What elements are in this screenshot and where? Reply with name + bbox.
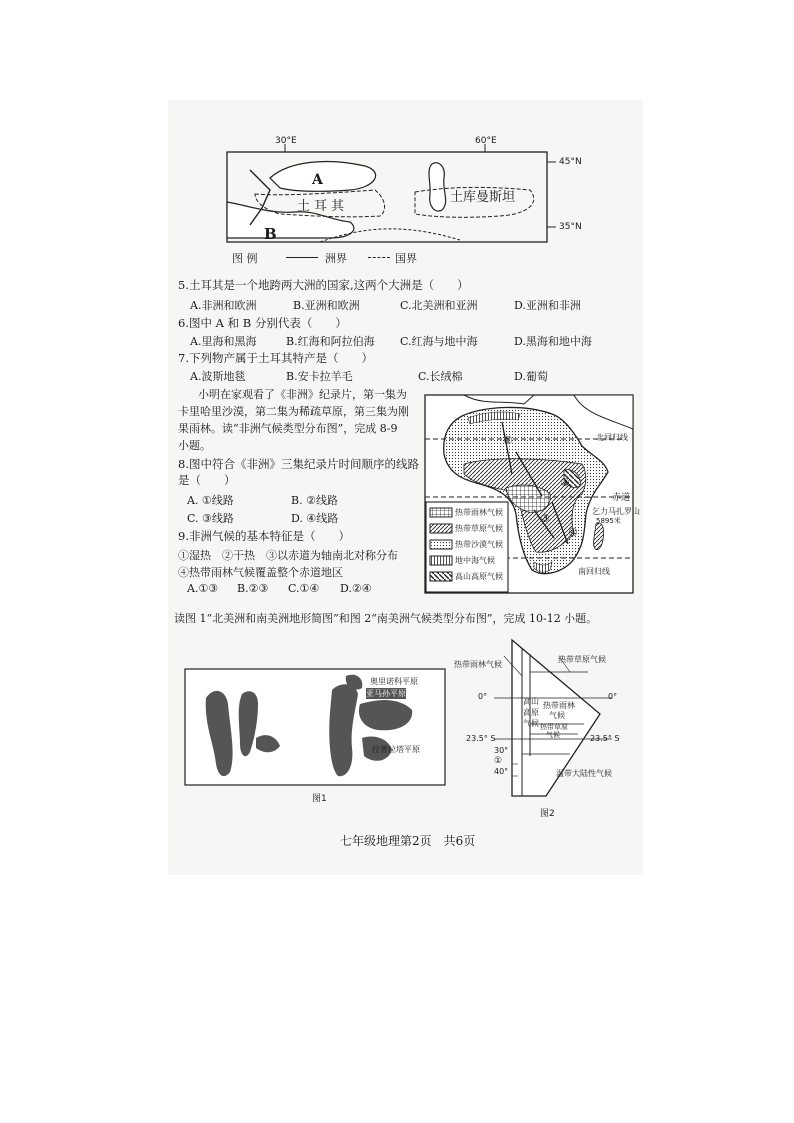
figure1-label-amazon: 亚马孙平原 [366, 689, 406, 698]
longitude-60-label: 60°E [475, 136, 497, 146]
intro-8-9-line-2: 卡里哈里沙漠，第二集为稀疏草原，第三集为刚 [178, 405, 409, 418]
figure2-savanna-top: 热带草原气候 [558, 655, 606, 664]
route-marker-4: ④ [568, 526, 578, 539]
tropic-of-cancer-label: 北回归线 [596, 433, 628, 442]
legend-savanna: 热带草原气候 [455, 524, 503, 533]
route-marker-2: ② [560, 476, 570, 489]
figure2-tropic-right: 23.5° S [590, 734, 620, 743]
figure1-label-laplata: 拉普拉塔平原 [372, 745, 420, 754]
figure1-caption: 图1 [312, 794, 327, 804]
question-7-option-c: C.长绒棉 [418, 370, 463, 383]
latitude-45-label: 45°N [559, 157, 582, 167]
question-8-option-c: C. ③线路 [187, 512, 234, 525]
legend-mediterranean: 地中海气候 [455, 556, 495, 565]
page-footer: 七年级地理第2页 共6页 [340, 834, 476, 848]
figure2-lat40: 40° [494, 767, 509, 776]
sea-label-b: B [264, 225, 277, 243]
question-5-option-a: A.非洲和欧洲 [190, 299, 257, 312]
intro-8-9-line-3: 果雨林。读“非洲气候类型分布图”，完成 8-9 [178, 422, 398, 435]
question-5-option-d: D.亚洲和非洲 [514, 299, 581, 312]
question-8-option-b: B. ②线路 [291, 494, 338, 507]
figure2-savanna-center-2: 气候 [546, 731, 560, 739]
figure2-rainforest-left: 热带雨林气候 [454, 660, 502, 669]
legend-country-boundary: 国界 [395, 252, 417, 265]
figure2-caption: 图2 [540, 809, 555, 819]
question-9-items-1: ①湿热 ②干热 ③以赤道为轴南北对称分布 [178, 549, 398, 562]
question-9-option-c: C.①④ [288, 582, 320, 595]
figure2-rainforest-center-1: 热带雨林 [543, 701, 575, 710]
turkey-region-map [200, 130, 600, 265]
kilimanjaro-height-label: 5895米 [596, 517, 621, 525]
question-6-option-a: A.里海和黑海 [190, 335, 257, 348]
longitude-30-label: 30°E [275, 136, 297, 146]
question-5-stem: 5.土耳其是一个地跨两大洲的国家,这两个大洲是（ ） [178, 278, 469, 292]
question-7-option-a: A.波斯地毯 [190, 370, 246, 383]
legend-continent-boundary: 洲界 [325, 252, 347, 265]
question-6-option-d: D.黑海和地中海 [514, 335, 592, 348]
question-6-stem: 6.图中 A 和 B 分别代表（ ） [178, 316, 347, 330]
intro-8-9-line-4: 小题。 [178, 439, 211, 452]
legend-rainforest: 热带雨林气候 [455, 508, 503, 517]
figure2-rainforest-center-2: 气候 [549, 711, 565, 720]
figure2-tropic-left: 23.5° S [466, 734, 496, 743]
question-6-option-b: B.红海和阿拉伯海 [286, 335, 375, 348]
country-boundary-symbol [368, 257, 390, 258]
sea-label-a: A [312, 172, 323, 188]
question-5-option-c: C.北美洲和亚洲 [400, 299, 478, 312]
question-9-option-d: D.②④ [340, 582, 372, 595]
question-7-option-b: B.安卡拉羊毛 [286, 370, 353, 383]
question-7-stem: 7.下列物产属于土耳其特产是（ ） [178, 351, 373, 365]
question-9-option-b: B.②③ [237, 582, 269, 595]
figure2-marker-1: ① [494, 756, 503, 766]
legend-desert: 热带沙漠气候 [455, 540, 503, 549]
country-label-turkmenistan: 土库曼斯坦 [450, 190, 516, 205]
question-8-option-d: D. ④线路 [291, 512, 339, 525]
figure2-savanna-center-1: 热带草原 [540, 723, 568, 731]
figure2-lat30: 30° [494, 746, 509, 755]
latitude-35-label: 35°N [559, 222, 582, 232]
question-6-option-c: C.红海与地中海 [400, 335, 478, 348]
question-9-items-2: ④热带雨林气候覆盖整个赤道地区 [178, 566, 343, 579]
figure1-label-orinoco: 奥里诺科平原 [370, 677, 418, 686]
question-8-option-a: A. ①线路 [187, 494, 234, 507]
intro-8-9-line-1: 小明在家观看了《非洲》纪录片，第一集为 [198, 388, 407, 401]
question-8-stem-2: 是（ ） [178, 473, 236, 487]
question-8-stem-1: 8.图中符合《非洲》三集纪录片时间顺序的线路 [178, 457, 419, 471]
route-marker-1: ① [503, 434, 513, 447]
country-label-turkey: 土耳其 [297, 199, 349, 214]
equator-label: 赤道 [612, 493, 631, 503]
kilimanjaro-label: 乞力马扎罗山 [592, 507, 640, 516]
figure2-highland-3: 气候 [523, 719, 539, 728]
tropic-of-capricorn-label: 南回归线 [578, 567, 610, 576]
legend-highland: 高山高原气候 [455, 572, 503, 581]
question-9-option-a: A.①③ [187, 582, 219, 595]
question-7-option-d: D.葡萄 [514, 370, 548, 383]
figure2-temperate: 温带大陆性气候 [556, 769, 612, 778]
figure2-zero-right: 0° [608, 692, 618, 701]
continent-boundary-symbol [286, 257, 318, 258]
figure2-highland-2: 高原 [523, 708, 539, 717]
intro-10-12: 读图 1“北美洲和南美洲地形简图”和图 2“南美洲气候类型分布图”，完成 10-12 小题。 [174, 612, 598, 625]
figure2-highland-1: 高山 [523, 697, 539, 706]
question-5-option-b: B.亚洲和欧洲 [293, 299, 360, 312]
question-9-stem: 9.非洲气候的基本特征是（ ） [178, 529, 350, 543]
route-marker-3: ③ [540, 512, 550, 525]
legend-title: 图 例 [232, 252, 258, 265]
figure2-zero-left: 0° [478, 692, 488, 701]
